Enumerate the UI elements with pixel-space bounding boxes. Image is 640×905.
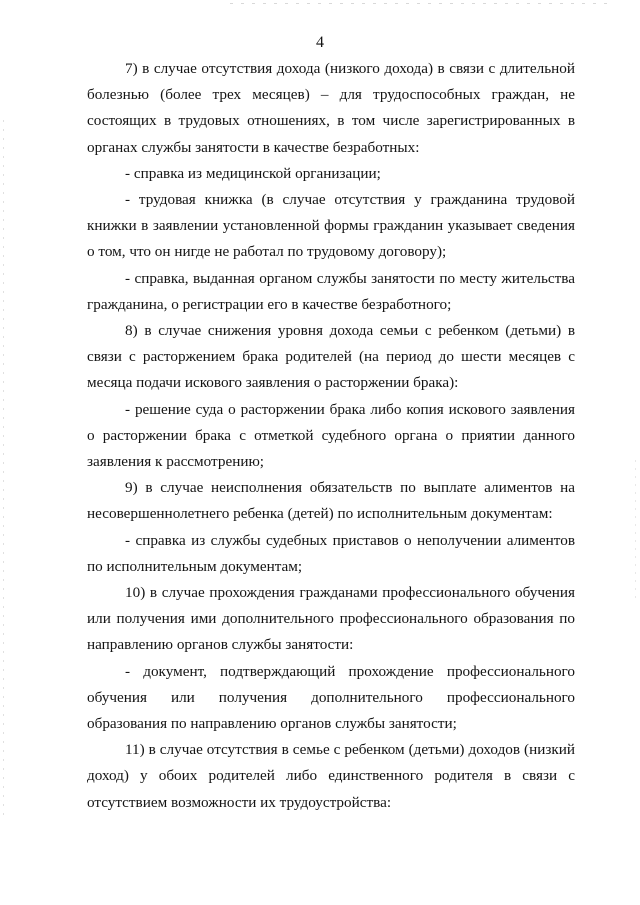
- scan-edge-right: [635, 460, 636, 600]
- paragraph-item-10: 10) в случае прохождения гражданами профессионального обучения или получения ими дополнительного профессионального образования по направлению органов службы занятости:: [87, 584, 575, 654]
- paragraph-employment-book: - трудовая книжка (в случае отсутствия у гражданина трудовой книжки в заявлении установленной формы гражданин указывает сведения о том, что он нигде не работал по трудовому договору);: [87, 191, 575, 261]
- paragraph-medical-certificate: - справка из медицинской организации;: [125, 164, 381, 182]
- document-body: [87, 56, 575, 816]
- scan-edge-left: [3, 120, 4, 820]
- paragraph-item-7: 7) в случае отсутствия дохода (низкого дохода) в связи с длительной болезнью (более трех месяцев) – для трудоспособных граждан, не состоящих в трудовых отношениях, в том числе зарегистрированных в органах службы занятости в качестве безработных:: [87, 60, 575, 156]
- paragraph-training-document: - документ, подтверждающий прохождение профессионального обучения или получения дополнительного профессионального образования по направлению органов службы занятости;: [87, 662, 575, 733]
- scan-edge-top: [230, 3, 610, 4]
- paragraph-employment-service-certificate: - справка, выданная органом службы занятости по месту жительства гражданина, о регистрации его в качестве безработного;: [87, 269, 575, 313]
- page-number: 4: [316, 34, 324, 51]
- paragraph-bailiff-certificate: - справка из службы судебных приставов о неполучении алиментов по исполнительным документам;: [87, 531, 575, 575]
- paragraph-item-11: 11) в случае отсутствия в семье с ребенком (детьми) доходов (низкий доход) у обоих родителей либо единственного родителя в связи с отсутствием возможности их трудоустройства:: [87, 741, 575, 811]
- paragraph-court-decision: - решение суда о расторжении брака либо копия искового заявления о расторжении брака с отметкой судебного органа о приятии данного заявления к рассмотрению;: [87, 400, 575, 471]
- paragraph-item-9: 9) в случае неисполнения обязательств по выплате алиментов на несовершеннолетнего ребенка (детей) по исполнительным документам:: [87, 479, 575, 523]
- paragraph-item-8: 8) в случае снижения уровня дохода семьи с ребенком (детьми) в связи с расторжением брака родителей (на период до шести месяцев с месяца подачи искового заявления о расторжении брака):: [87, 322, 575, 392]
